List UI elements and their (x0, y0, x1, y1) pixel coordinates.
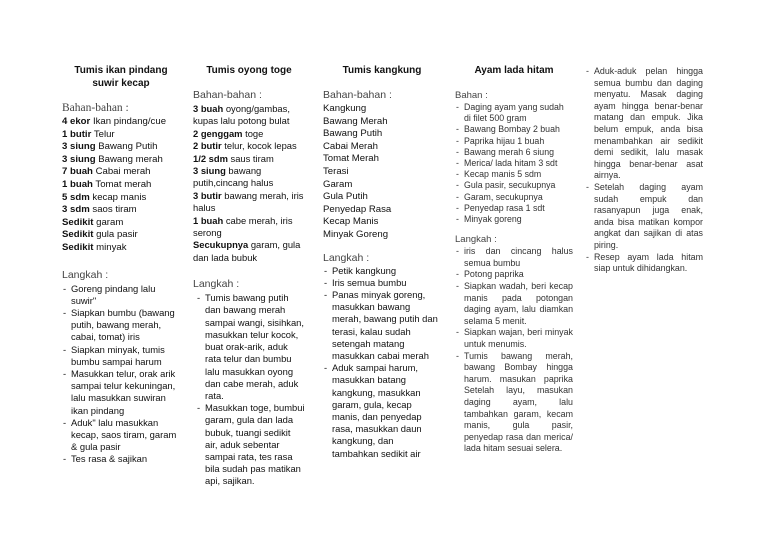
step-item: - Resep ayam lada hitam siap untuk dihidangkan. (585, 252, 703, 275)
ingredient-item: Penyedap Rasa (323, 203, 392, 215)
ingredients-list (62, 116, 180, 255)
ingredient-item: - Daging ayam yang sudah di filet 500 gram (455, 102, 573, 124)
steps-heading: Langkah : (455, 234, 497, 246)
ingredient-item: 1 buah cabe merah, iris serong (193, 214, 293, 239)
step-item: - Aduk-aduk pelan hingga semua bumbu dan daging menyatu. Masak daging ayam hingga benar-benar matang dan empuk. Jika belum empuk, anda bisa menambahkan air sedikit demi sedikit, lalu masak hingga benar-benar asat airnya. (585, 66, 703, 182)
step-item: - Potong paprika (455, 269, 573, 281)
ingredient-item: 2 genggam toge (193, 127, 264, 139)
steps-list (323, 265, 441, 460)
step-item: - Iris semua bumbu (323, 277, 441, 289)
ingredient-item: - Garam, secukupnya (455, 192, 573, 203)
ingredient-item: - Kecap manis 5 sdm (455, 169, 573, 180)
step-item: - Goreng pindang lalu suwir" (62, 283, 180, 307)
recipe-column-tumis-ikan-pindang (62, 64, 180, 466)
ingredients-list (455, 102, 573, 225)
ingredient-item: - Gula pasir, secukupnya (455, 180, 573, 191)
ingredient-item: Sedikit garam (62, 216, 124, 228)
ingredient-item: Kangkung (323, 103, 367, 114)
recipe-title: Tumis oyong toge (206, 65, 292, 76)
ingredient-item: 4 ekor Ikan pindang/cue (62, 116, 167, 127)
ingredient-item: 1 butir Telur (62, 128, 115, 140)
ingredient-item: Sedikit minyak (62, 241, 127, 253)
ingredients-heading: Bahan-bahan : (62, 102, 129, 114)
ingredient-item: Kecap Manis (323, 216, 379, 228)
ingredient-item: Bawang Merah (323, 115, 388, 127)
ingredient-item: 3 siung Bawang merah (62, 153, 163, 165)
ingredient-item: Bawang Putih (323, 128, 383, 140)
steps-list (585, 66, 703, 275)
ingredients-list (323, 103, 441, 242)
ingredient-item: 7 buah Cabai merah (62, 166, 151, 178)
ingredient-item: - Penyedap rasa 1 sdt (455, 203, 573, 214)
recipe-title: Tumis kangkung (342, 65, 422, 76)
ingredients-heading: Bahan : (455, 90, 488, 101)
steps-heading: Langkah : (193, 278, 240, 291)
step-item: - Tes rasa & sajikan (62, 453, 180, 465)
recipe-column-continued (585, 66, 703, 275)
ingredient-item: Minyak Goreng (323, 228, 389, 240)
step-item: - Siapkan wadah, beri kecap manis pada potongan daging ayam, lalu diamkan selama 5 menit. (455, 281, 573, 327)
step-item: - Tumis bawang putih dan bawang merah sampai wangi, sisihkan, masukkan telur kocok, buat orak-arik, aduk rata telur dan bumbu lalu masukkan oyong dan cabe merah, aduk rata. (196, 292, 305, 402)
ingredient-item: Cabai Merah (323, 140, 378, 152)
recipe-column-tumis-oyong-toge (193, 64, 305, 488)
ingredients-list (193, 103, 305, 264)
step-item: - Panas minyak goreng, masukkan bawang merah, bawang putih dan terasi, kalau sudah setengah matang masukkan cabai merah (323, 289, 441, 362)
ingredient-item: - Bawang merah 6 siung (455, 147, 573, 158)
ingredient-item: - Bawang Bombay 2 buah (455, 124, 573, 135)
ingredients-heading: Bahan-bahan : (323, 89, 392, 101)
ingredient-item: 5 sdm kecap manis (62, 191, 147, 203)
ingredient-item: Garam (323, 178, 353, 190)
step-item: - Masukkan telur, orak arik sampai telur kekuningan, lalu masukkan suwiran ikan pindang (62, 368, 180, 417)
step-item: - Aduk sampai harum, masukkan batang kangkung, masukkan garam, gula, kecap manis, dan penyedap rasa, masukkan daun kangkung, dan tambahkan sedikit air (323, 362, 441, 460)
recipe-column-tumis-kangkung (323, 64, 441, 460)
ingredient-item: 3 siung Bawang Putih (62, 141, 158, 153)
step-item: - iris dan cincang halus semua bumbu (455, 246, 573, 269)
step-item: - Siapkan minyak, tumis bumbu sampai harum (62, 344, 180, 368)
recipe-title: Ayam lada hitam (474, 65, 554, 76)
ingredient-item: - Merica/ lada hitam 3 sdt (455, 158, 573, 169)
ingredient-item: Terasi (323, 165, 349, 177)
steps-list (193, 292, 305, 487)
ingredient-item: 3 siung bawang putih,cincang halus (193, 165, 274, 189)
steps-list (455, 246, 573, 455)
ingredient-item: - Paprika hijau 1 buah (455, 136, 573, 147)
ingredient-item: 3 buah oyong/gambas, kupas lalu potong bulat (193, 103, 290, 127)
ingredient-item: Sedikit gula pasir (62, 229, 138, 241)
ingredient-item: Gula Putih (323, 191, 368, 203)
ingredients-heading: Bahan-bahan : (193, 89, 262, 101)
ingredient-item: Secukupnya garam, gula dan lada bubuk (193, 239, 301, 263)
ingredient-item: 3 butir bawang merah, iris halus (193, 189, 304, 214)
step-item: - Masukkan toge, bumbui garam, gula dan lada bubuk, tuangi sedikit air, aduk sebentar sampai rata, tes rasa bila sudah pas matikan api, sajikan. (196, 402, 305, 487)
ingredient-item: 1/2 sdm saus tiram (193, 152, 274, 164)
step-item: - Siapkan wajan, beri minyak untuk menumis. (455, 327, 573, 350)
step-item: - Setelah daging ayam sudah empuk dan rasanyapun juga enak, anda bisa matikan kompor angkat dan sajikan di atas piring. (585, 182, 703, 252)
step-item: - Tumis bawang merah, bawang Bombay hingga harum. masukan paprika Setelah layu, masukan daging ayam, lalu tambahkan garam, kecam manis, gula pasir, penyedap rasa dan merica/ lada hitam sesuai selera. (455, 351, 573, 455)
step-item: - Aduk" lalu masukkan kecap, saos tiram, garam & gula pasir (62, 417, 180, 454)
step-item: - Siapkan bumbu (bawang putih, bawang merah, cabai, tomat) iris (62, 307, 180, 344)
recipe-title: Tumis ikan pindang suwir kecap (74, 65, 168, 89)
ingredient-item: 3 sdm saos tiram (62, 204, 137, 216)
ingredient-item: 1 buah Tomat merah (62, 178, 152, 190)
ingredient-item: - Minyak goreng (455, 214, 573, 225)
steps-heading: Langkah : (62, 268, 109, 281)
ingredient-item: Tomat Merah (323, 153, 379, 165)
steps-list (62, 283, 180, 466)
recipe-column-ayam-lada-hitam (455, 64, 573, 455)
step-item: - Petik kangkung (323, 265, 441, 277)
steps-heading: Langkah : (323, 251, 370, 264)
ingredient-item: 2 butir telur, kocok lepas (193, 140, 297, 152)
